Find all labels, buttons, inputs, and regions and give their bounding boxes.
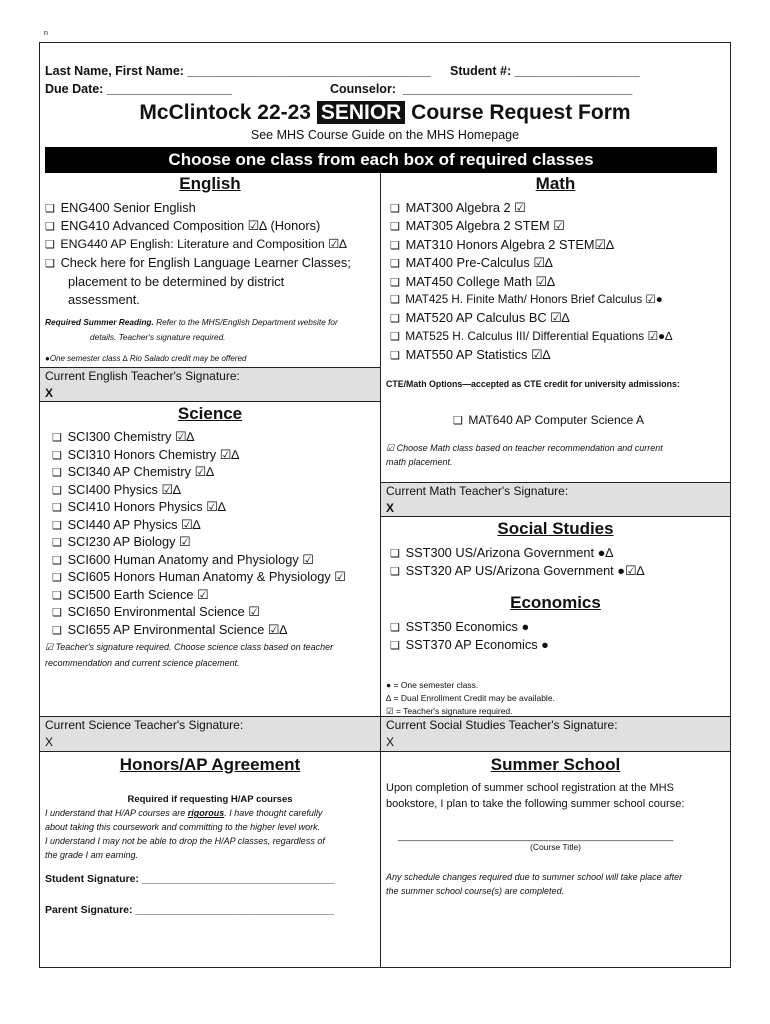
social-studies-option[interactable]: ❑ SST300 US/Arizona Government ●∆ bbox=[390, 545, 614, 560]
checkbox-icon[interactable]: ❑ bbox=[52, 625, 62, 637]
math-option[interactable]: ❑ MAT550 AP Statistics ☑∆ bbox=[390, 347, 551, 362]
math-title: Math bbox=[535, 174, 576, 193]
checkbox-icon[interactable]: ❑ bbox=[52, 607, 62, 619]
legend-line: ● = One semester class. bbox=[386, 680, 479, 690]
checkbox-icon[interactable]: ❑ bbox=[390, 566, 400, 578]
checkbox-icon[interactable]: ❑ bbox=[390, 277, 400, 289]
summer-school-text: Upon completion of summer school registration at the MHS bbox=[386, 782, 674, 794]
checkbox-icon[interactable]: ❑ bbox=[390, 331, 400, 343]
instruction-banner: Choose one class from each box of required classes bbox=[45, 147, 717, 173]
course-request-form bbox=[39, 42, 731, 968]
math-signature-label: Current Math Teacher's Signature: bbox=[386, 484, 569, 498]
name-field[interactable]: Last Name, First Name: ___________________________________ bbox=[45, 64, 431, 78]
checkbox-icon[interactable]: ❑ bbox=[52, 572, 62, 584]
student-number-field[interactable]: Student #: __________________ bbox=[450, 64, 640, 78]
math-option[interactable]: ❑ MAT520 AP Calculus BC ☑∆ bbox=[390, 310, 570, 325]
summer-school-title: Summer School bbox=[490, 755, 621, 774]
checkbox-icon[interactable]: ❑ bbox=[390, 313, 400, 325]
math-option[interactable]: ❑ MAT400 Pre-Calculus ☑∆ bbox=[390, 255, 553, 270]
checkbox-icon[interactable]: ❑ bbox=[390, 203, 400, 215]
counselor-field[interactable]: Counselor: _________________________________ bbox=[330, 82, 633, 96]
checkbox-icon[interactable]: ❑ bbox=[52, 520, 62, 532]
science-option[interactable]: ❑ SCI655 AP Environmental Science ☑∆ bbox=[52, 622, 288, 637]
math-signature-x: X bbox=[386, 501, 395, 515]
economics-title: Economics bbox=[510, 593, 601, 612]
honors-text-line4: the grade I am earning. bbox=[45, 850, 139, 860]
checkbox-icon[interactable]: ❑ bbox=[52, 590, 62, 602]
title-suffix: Course Request Form bbox=[405, 101, 631, 124]
english-signature-x: X bbox=[45, 386, 54, 400]
checkbox-icon[interactable]: ❑ bbox=[45, 239, 55, 251]
science-option[interactable]: ❑ SCI230 AP Biology ☑ bbox=[52, 534, 191, 549]
checkbox-icon[interactable]: ❑ bbox=[390, 622, 400, 634]
checkbox-icon[interactable]: ❑ bbox=[45, 203, 55, 215]
checkbox-icon[interactable]: ❑ bbox=[390, 640, 400, 652]
page-title bbox=[40, 101, 730, 125]
honors-required: Required if requesting H/AP courses bbox=[127, 794, 293, 805]
summer-school-note-line2: the summer school course(s) are completed. bbox=[386, 886, 565, 896]
math-option[interactable]: ❑ MAT425 H. Finite Math/ Honors Brief Calculus ☑● bbox=[390, 293, 663, 306]
science-title: Science bbox=[177, 404, 243, 423]
title-highlight: SENIOR bbox=[317, 101, 406, 124]
math-note-line2: math placement. bbox=[386, 457, 453, 467]
science-note: ☑ Teacher's signature required. Choose science class based on teacher bbox=[45, 642, 334, 652]
english-signature-box[interactable] bbox=[40, 367, 380, 402]
checkbox-icon[interactable]: ❑ bbox=[390, 221, 400, 233]
science-option[interactable]: ❑ SCI300 Chemistry ☑∆ bbox=[52, 429, 195, 444]
semester-note: ●One semester class ∆ Rio Salado credit may be offered bbox=[45, 354, 247, 363]
checkbox-icon[interactable]: ❑ bbox=[52, 502, 62, 514]
summer-reading-note-line2: details. Teacher's signature required. bbox=[90, 332, 226, 342]
math-option[interactable]: ❑ MAT450 College Math ☑∆ bbox=[390, 274, 555, 289]
checkbox-icon[interactable]: ❑ bbox=[390, 350, 400, 362]
science-option[interactable]: ❑ SCI600 Human Anatomy and Physiology ☑ bbox=[52, 552, 314, 567]
summer-school-note: Any schedule changes required due to summer school will take place after bbox=[386, 872, 683, 882]
english-option[interactable]: ❑ ENG410 Advanced Composition ☑∆ (Honors) bbox=[45, 218, 321, 233]
science-note-line2: recommendation and current science placement. bbox=[45, 658, 240, 668]
checkbox-icon[interactable]: ❑ bbox=[390, 548, 400, 560]
economics-option[interactable]: ❑ SST370 AP Economics ● bbox=[390, 637, 549, 652]
course-title-field[interactable]: _______________________________________________________ bbox=[398, 831, 674, 841]
social-studies-signature-box[interactable] bbox=[381, 716, 730, 752]
math-option[interactable]: ❑ MAT300 Algebra 2 ☑ bbox=[390, 200, 526, 215]
cte-option[interactable]: ❑ MAT640 AP Computer Science A bbox=[453, 413, 644, 427]
checkbox-icon[interactable]: ❑ bbox=[390, 258, 400, 270]
summer-school-text-line2: bookstore, I plan to take the following summer school course: bbox=[386, 798, 685, 810]
parent-signature-field[interactable]: Parent Signature: __________________________________ bbox=[45, 904, 334, 916]
social-studies-title: Social Studies bbox=[497, 519, 614, 538]
english-option[interactable]: ❑ ENG400 Senior English bbox=[45, 200, 196, 215]
honors-text-line3: I understand I may not be able to drop the H/AP classes, regardless of bbox=[45, 836, 325, 846]
english-signature-label: Current English Teacher's Signature: bbox=[45, 369, 240, 383]
title-prefix: McClintock 22-23 bbox=[139, 101, 317, 124]
english-option-continued: assessment. bbox=[68, 292, 140, 307]
student-signature-field[interactable]: Student Signature: _________________________________ bbox=[45, 873, 335, 885]
science-option[interactable]: ❑ SCI650 Environmental Science ☑ bbox=[52, 604, 260, 619]
checkbox-icon[interactable]: ❑ bbox=[52, 537, 62, 549]
social-studies-signature-x: X bbox=[386, 735, 395, 749]
summer-reading-note: Required Summer Reading. Refer to the MHS/English Department website for bbox=[45, 317, 338, 327]
page-subtitle: See MHS Course Guide on the MHS Homepage bbox=[250, 128, 520, 142]
math-option[interactable]: ❑ MAT305 Algebra 2 STEM ☑ bbox=[390, 218, 565, 233]
english-option[interactable]: ❑ Check here for English Language Learner Classes; bbox=[45, 255, 351, 270]
checkbox-icon[interactable]: ❑ bbox=[52, 450, 62, 462]
science-signature-x: X bbox=[45, 735, 54, 749]
science-signature-box[interactable] bbox=[40, 716, 380, 752]
checkbox-icon[interactable]: ❑ bbox=[52, 467, 62, 479]
math-note: ☑ Choose Math class based on teacher recommendation and current bbox=[386, 443, 663, 453]
math-signature-box[interactable] bbox=[381, 482, 730, 517]
checkbox-icon[interactable]: ❑ bbox=[45, 221, 55, 233]
math-option[interactable]: ❑ MAT310 Honors Algebra 2 STEM☑∆ bbox=[390, 237, 614, 252]
course-title-caption: (Course Title) bbox=[529, 842, 581, 852]
honors-title: Honors/AP Agreement bbox=[119, 755, 301, 774]
checkbox-icon[interactable]: ❑ bbox=[52, 432, 62, 444]
science-option[interactable]: ❑ SCI440 AP Physics ☑∆ bbox=[52, 517, 201, 532]
checkbox-icon[interactable]: ❑ bbox=[52, 555, 62, 567]
economics-option[interactable]: ❑ SST350 Economics ● bbox=[390, 619, 530, 634]
checkbox-icon[interactable]: ❑ bbox=[453, 415, 463, 427]
science-option[interactable]: ❑ SCI400 Physics ☑∆ bbox=[52, 482, 181, 497]
english-option-continued: placement to be determined by district bbox=[68, 274, 285, 289]
science-option[interactable]: ❑ SCI410 Honors Physics ☑∆ bbox=[52, 499, 226, 514]
corner-mark: n bbox=[44, 30, 48, 37]
english-option[interactable]: ❑ ENG440 AP English: Literature and Composition ☑∆ bbox=[45, 237, 347, 251]
cte-heading: CTE/Math Options—accepted as CTE credit for university admissions: bbox=[386, 379, 680, 389]
honors-text: I understand that H/AP courses are rigorous. I have thought carefully bbox=[45, 808, 323, 818]
math-option[interactable]: ❑ MAT525 H. Calculus III/ Differential Equations ☑●∆ bbox=[390, 329, 673, 343]
checkbox-icon[interactable]: ❑ bbox=[45, 258, 55, 270]
checkbox-icon[interactable]: ❑ bbox=[390, 240, 400, 252]
honors-text-line2: about taking this coursework and committing to the higher level work. bbox=[45, 822, 321, 832]
science-option[interactable]: ❑ SCI605 Honors Human Anatomy & Physiology ☑ bbox=[52, 569, 346, 584]
science-option[interactable]: ❑ SCI340 AP Chemistry ☑∆ bbox=[52, 464, 214, 479]
social-studies-signature-label: Current Social Studies Teacher's Signature: bbox=[386, 718, 618, 732]
legend-line: ☑ = Teacher's signature required. bbox=[386, 706, 513, 716]
science-option[interactable]: ❑ SCI500 Earth Science ☑ bbox=[52, 587, 209, 602]
english-title: English bbox=[179, 174, 241, 193]
checkbox-icon[interactable]: ❑ bbox=[52, 485, 62, 497]
legend-line: ∆ = Dual Enrollment Credit may be available. bbox=[386, 693, 555, 703]
science-signature-label: Current Science Teacher's Signature: bbox=[45, 718, 244, 732]
due-date-field[interactable]: Due Date: __________________ bbox=[45, 82, 232, 96]
checkbox-icon[interactable]: ❑ bbox=[390, 294, 400, 306]
social-studies-option[interactable]: ❑ SST320 AP US/Arizona Government ●☑∆ bbox=[390, 563, 645, 578]
science-option[interactable]: ❑ SCI310 Honors Chemistry ☑∆ bbox=[52, 447, 240, 462]
